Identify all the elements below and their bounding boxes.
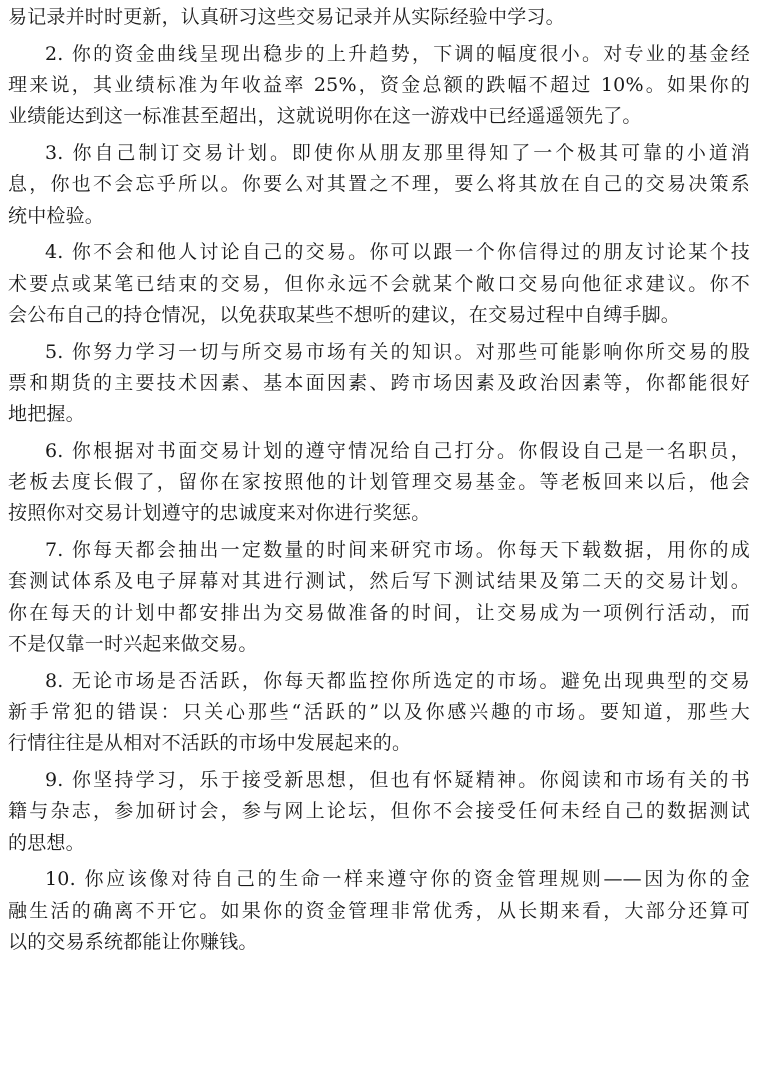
text-line: 你在每天的计划中都安排出为交易做准备的时间，让交易成为一项例行活动，而 bbox=[8, 601, 750, 624]
text-line: 9. 你坚持学习，乐于接受新思想，但也有怀疑精神。你阅读和市场有关的书 bbox=[45, 768, 750, 791]
text-line: 易记录并时时更新，认真研习这些交易记录并从实际经验中学习。 bbox=[8, 6, 565, 28]
paragraph-10 bbox=[8, 864, 750, 958]
text-line: 2. 你的资金曲线呈现出稳步的上升趋势，下调的幅度很小。对专业的基金经 bbox=[45, 42, 750, 65]
text-line: 10. 你应该像对待自己的生命一样来遵守你的资金管理规则——因为你的金 bbox=[45, 868, 750, 891]
text-line: 5. 你努力学习一切与所交易市场有关的知识。对那些可能影响你所交易的股 bbox=[45, 340, 750, 363]
text-line: 统中检验。 bbox=[8, 204, 105, 227]
paragraph-3 bbox=[8, 138, 750, 232]
text-line: 7. 你每天都会抽出一定数量的时间来研究市场。你每天下载数据，用你的成 bbox=[45, 539, 750, 562]
paragraph-2 bbox=[8, 39, 750, 133]
text-line: 套测试体系及电子屏幕对其进行测试，然后写下测试结果及第二天的交易计划。 bbox=[8, 570, 750, 593]
text-line: 按照你对交易计划遵守的忠诚度来对你进行奖惩。 bbox=[8, 502, 431, 525]
paragraph-9 bbox=[8, 765, 750, 859]
text-line: 会公布自己的持仓情况，以免获取某些不想听的建议，在交易过程中自缚手脚。 bbox=[8, 303, 681, 326]
paragraph-6 bbox=[8, 436, 750, 530]
text-line: 地把握。 bbox=[8, 403, 85, 426]
paragraph-1-continued bbox=[8, 2, 750, 33]
text-line: 息，你也不会忘乎所以。你要么对其置之不理，要么将其放在自己的交易决策系 bbox=[8, 173, 750, 196]
text-line: 票和期货的主要技术因素、基本面因素、跨市场因素及政治因素等，你都能很好 bbox=[8, 371, 750, 394]
text-line: 6. 你根据对书面交易计划的遵守情况给自己打分。你假设自己是一名职员， bbox=[45, 439, 750, 462]
paragraph-5 bbox=[8, 337, 750, 431]
paragraph-8 bbox=[8, 666, 750, 760]
text-line: 融生活的确离不开它。如果你的资金管理非常优秀，从长期来看，大部分还算可 bbox=[8, 899, 750, 922]
text-line: 行情往往是从相对不活跃的市场中发展起来的。 bbox=[8, 732, 412, 755]
text-line: 术要点或某笔已结束的交易，但你永远不会就某个敞口交易向他征求建议。你不 bbox=[8, 272, 750, 295]
text-line: 以的交易系统都能让你赚钱。 bbox=[8, 930, 258, 953]
paragraph-4 bbox=[8, 237, 750, 331]
text-line: 不是仅靠一时兴起来做交易。 bbox=[8, 632, 258, 655]
text-line: 籍与杂志，参加研讨会，参与网上论坛，但你不会接受任何未经自己的数据测试 bbox=[8, 800, 750, 823]
text-line: 4. 你不会和他人讨论自己的交易。你可以跟一个你信得过的朋友讨论某个技 bbox=[45, 241, 750, 264]
text-line: 老板去度长假了，留你在家按照他的计划管理交易基金。等老板回来以后，他会 bbox=[8, 471, 750, 494]
paragraph-7 bbox=[8, 535, 750, 660]
text-line: 8. 无论市场是否活跃，你每天都监控你所选定的市场。避免出现典型的交易 bbox=[45, 669, 750, 692]
text-line: 3. 你自己制订交易计划。即使你从朋友那里得知了一个极其可靠的小道消 bbox=[45, 141, 750, 164]
text-line: 的思想。 bbox=[8, 831, 85, 854]
text-line: 新手常犯的错误：只关心那些“活跃的”以及你感兴趣的市场。要知道，那些大 bbox=[8, 700, 750, 723]
text-line: 业绩能达到这一标准甚至超出，这就说明你在这一游戏中已经遥遥领先了。 bbox=[8, 105, 642, 128]
text-line: 理来说，其业绩标准为年收益率 25%，资金总额的跌幅不超过 10%。如果你的 bbox=[8, 73, 750, 96]
